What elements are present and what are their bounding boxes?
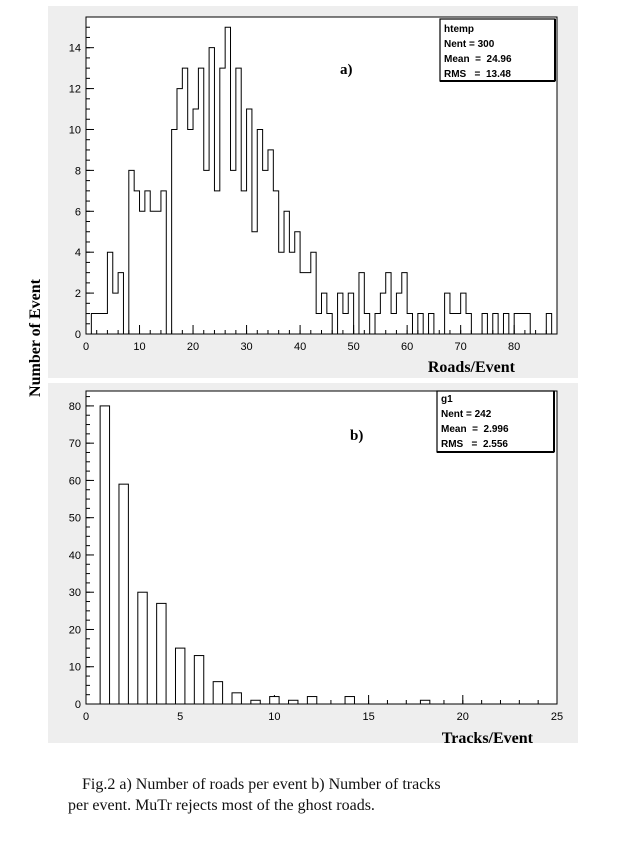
panel-a-y-tick-label: 10 [68,124,81,137]
panel-a-stats-rms: RMS = 13.48 [444,69,511,80]
panel-b-bar [270,697,279,704]
panel-b-y-tick-label: 30 [68,587,81,600]
panel-a-x-tick-label: 60 [401,341,414,353]
panel-a-y-tick-label: 4 [74,247,81,260]
panel-b-stats-name: g1 [441,394,453,405]
panel-b-y-tick-label: 80 [68,400,81,413]
panel-b-y-tick-label: 60 [68,475,81,488]
panel-b-x-tick-label: 5 [177,711,184,723]
panel-b-bar [213,682,222,704]
panel-b-bar [119,484,128,704]
caption-line-2: per event. MuTr rejects most of the ghost roads. [68,797,375,814]
panel-a-x-tick-label: 30 [240,341,253,353]
panel-a-x-tick-label: 20 [186,341,200,353]
panel-b-y-tick-label: 0 [74,699,81,711]
panel-b-bar [251,700,260,704]
panel-a-stats-name: htemp [444,24,474,35]
panel-a-y-tick-label: 6 [74,206,81,219]
panel-a-stats-mean: Mean = 24.96 [444,54,512,65]
panel-b-stats-nent: Nent = 242 [441,409,492,420]
panel-a-y-tick-label: 8 [74,165,81,178]
panel-b-stats-box [437,391,554,452]
panel-b-x-tick-label: 25 [550,711,564,723]
panel-a-stats-nent: Nent = 300 [444,39,495,50]
panel-b-bar [289,700,298,704]
panel-b-y-tick-label: 70 [68,438,81,451]
panel-a-x-tick-label: 0 [82,341,90,353]
panel-b-y-tick-label: 40 [68,549,81,562]
panel-b-bar [138,592,147,704]
panel-b-label: b) [350,428,364,444]
panel-a-x-tick-label: 80 [508,341,521,353]
panel-b-y-tick-label: 10 [68,661,81,674]
panel-b-x-tick-label: 10 [268,711,281,723]
panel-a-x-tick-label: 40 [293,341,307,353]
panel-a-y-tick-label: 0 [74,329,81,341]
panel-b-bar [345,697,354,704]
panel-a-x-tick-label: 70 [454,341,467,353]
figure-caption [68,774,588,816]
panel-a-x-tick-label: 10 [133,341,146,353]
panel-b-x-axis-title: Tracks/Event [441,730,533,747]
panel-a-label: a) [340,62,353,78]
panel-b-x-tick-label: 0 [82,711,90,723]
panel-a-stats-box [440,19,555,81]
panel-b-stats-rms: RMS = 2.556 [441,439,508,450]
panel-a-x-axis-title: Roads/Event [427,359,515,376]
panel-b-bar [157,603,166,704]
panel-a-x-tick-label: 50 [347,341,360,353]
panel-b-bar [232,693,241,704]
panel-a-y-tick-label: 2 [74,288,81,301]
panel-b-bar [194,656,203,704]
caption-line-1: Fig.2 a) Number of roads per event b) Number of tracks [82,776,441,793]
panel-b-x-tick-label: 20 [456,711,469,723]
panel-a-y-tick-label: 12 [68,83,81,96]
panel-b-bar [420,700,429,704]
panel-b-y-tick-label: 50 [68,512,81,525]
y-axis-title: Number of Event [27,279,44,397]
panel-b-bar [100,406,109,704]
panel-b-bar [175,648,184,704]
panel-a-y-tick-label: 14 [68,42,81,55]
panel-b-bar [307,697,316,704]
panel-b-x-tick-label: 15 [362,711,375,723]
panel-b-stats-mean: Mean = 2.996 [441,424,509,435]
panel-b-y-tick-label: 20 [68,624,81,637]
